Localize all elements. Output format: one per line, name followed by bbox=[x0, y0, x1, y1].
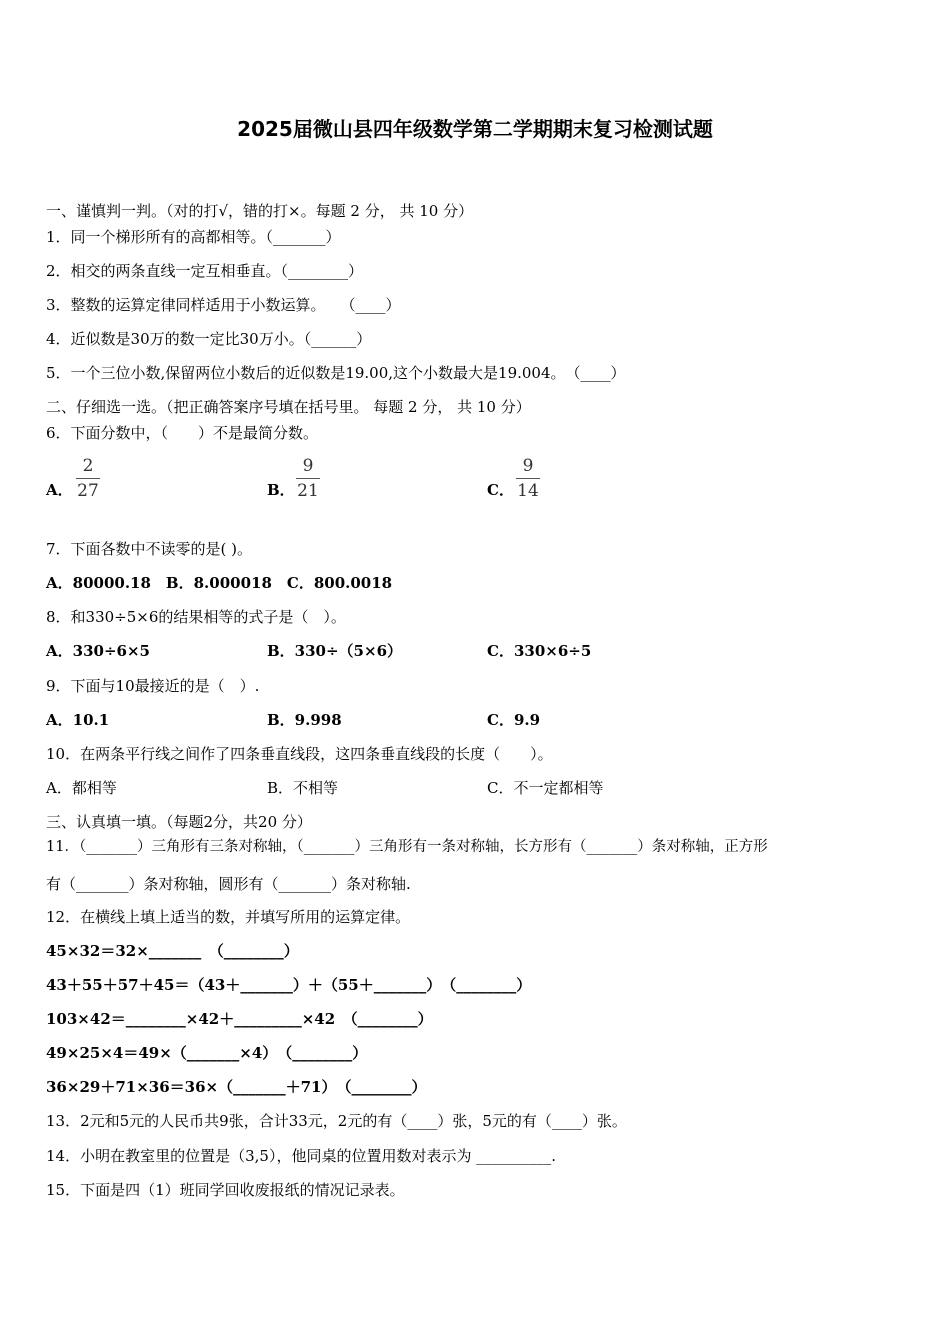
fraction-bar bbox=[76, 478, 100, 479]
fraction-bar bbox=[516, 478, 540, 479]
question-10: 10．在两条平行线之间作了四条垂直线段，这四条垂直线段的长度（ ）。 bbox=[46, 745, 553, 763]
q10-option-c: C．不一定都相等 bbox=[487, 779, 604, 797]
q7-options: A．80000.18 B．8.000018 C．800.0018 bbox=[46, 574, 393, 592]
question-5: 5．一个三位小数,保留两位小数后的近似数是19.00,这个小数最大是19.004。 （____） bbox=[46, 364, 626, 382]
q9-option-c: C．9.9 bbox=[487, 711, 541, 729]
question-6: 6．下面分数中，（ ）不是最简分数。 bbox=[46, 424, 319, 442]
q12-line-4: 49×25×4＝49×（_______×4） （________） bbox=[46, 1044, 368, 1062]
q8-option-a: A．330÷6×5 bbox=[46, 642, 150, 660]
q6-option-b-label: B． bbox=[267, 481, 295, 499]
question-15: 15．下面是四（1）班同学回收废报纸的情况记录表。 bbox=[46, 1181, 405, 1199]
q10-option-b: B．不相等 bbox=[267, 779, 339, 797]
page-title: 2025届微山县四年级数学第二学期期末复习检测试题 bbox=[237, 117, 713, 141]
numerator: 9 bbox=[522, 456, 534, 476]
question-11-line2: 有（_______）条对称轴，圆形有（_______）条对称轴. bbox=[46, 875, 411, 893]
question-13: 13．2元和5元的人民币共9张，合计33元，2元的有（____）张，5元的有（____）张。 bbox=[46, 1112, 627, 1130]
q6-option-c-fraction bbox=[516, 455, 540, 502]
question-9: 9．下面与10最接近的是（ ）. bbox=[46, 677, 260, 695]
q8-option-b: B．330÷（5×6） bbox=[267, 642, 403, 660]
q6-option-a-label: A． bbox=[46, 481, 73, 499]
q10-option-a: A．都相等 bbox=[46, 779, 117, 797]
question-4: 4．近似数是30万的数一定比30万小。（______） bbox=[46, 330, 372, 348]
denominator: 21 bbox=[297, 481, 319, 501]
question-8: 8．和330÷5×6的结果相等的式子是（ ）。 bbox=[46, 608, 346, 626]
section2-heading: 二、仔细选一选。（把正确答案序号填在括号里。 每题 2 分， 共 10 分） bbox=[46, 398, 531, 416]
q9-option-a: A．10.1 bbox=[46, 711, 110, 729]
q12-line-1: 45×32＝32×_______ （________） bbox=[46, 942, 299, 960]
denominator: 27 bbox=[77, 481, 99, 501]
question-11-line1: 11．（_______）三角形有三条对称轴，（_______）三角形有一条对称轴，长方形有（_______）条对称轴，正方形 bbox=[46, 839, 768, 855]
q8-option-c: C．330×6÷5 bbox=[487, 642, 592, 660]
q6-option-b-fraction bbox=[296, 455, 320, 502]
fraction-bar bbox=[296, 478, 320, 479]
q12-line-2: 43＋55＋57＋45＝（43＋_______）＋（55＋_______） （________） bbox=[46, 976, 532, 994]
section1-heading: 一、谨慎判一判。（对的打√，错的打×。每题 2 分， 共 10 分） bbox=[46, 202, 474, 220]
denominator: 14 bbox=[517, 481, 539, 501]
section3-heading: 三、认真填一填。（每题2分，共20 分） bbox=[46, 813, 312, 831]
numerator: 2 bbox=[82, 456, 94, 476]
question-14: 14．小明在教室里的位置是（3,5），他同桌的位置用数对表示为 __________. bbox=[46, 1147, 556, 1165]
question-12: 12．在横线上填上适当的数，并填写所用的运算定律。 bbox=[46, 908, 411, 926]
q9-option-b: B．9.998 bbox=[267, 711, 342, 729]
question-1: 1．同一个梯形所有的高都相等。（_______） bbox=[46, 228, 341, 246]
numerator: 9 bbox=[302, 456, 314, 476]
question-3: 3．整数的运算定律同样适用于小数运算。 （____） bbox=[46, 296, 401, 314]
question-7: 7．下面各数中不读零的是( )。 bbox=[46, 540, 253, 558]
question-2: 2．相交的两条直线一定互相垂直。（________） bbox=[46, 262, 364, 280]
q12-line-3: 103×42＝________×42＋_________×42 （________） bbox=[46, 1010, 433, 1028]
q6-option-c-label: C． bbox=[487, 481, 514, 499]
q6-option-a-fraction bbox=[76, 455, 100, 502]
q12-line-5: 36×29＋71×36＝36×（_______＋71） （________） bbox=[46, 1078, 427, 1096]
